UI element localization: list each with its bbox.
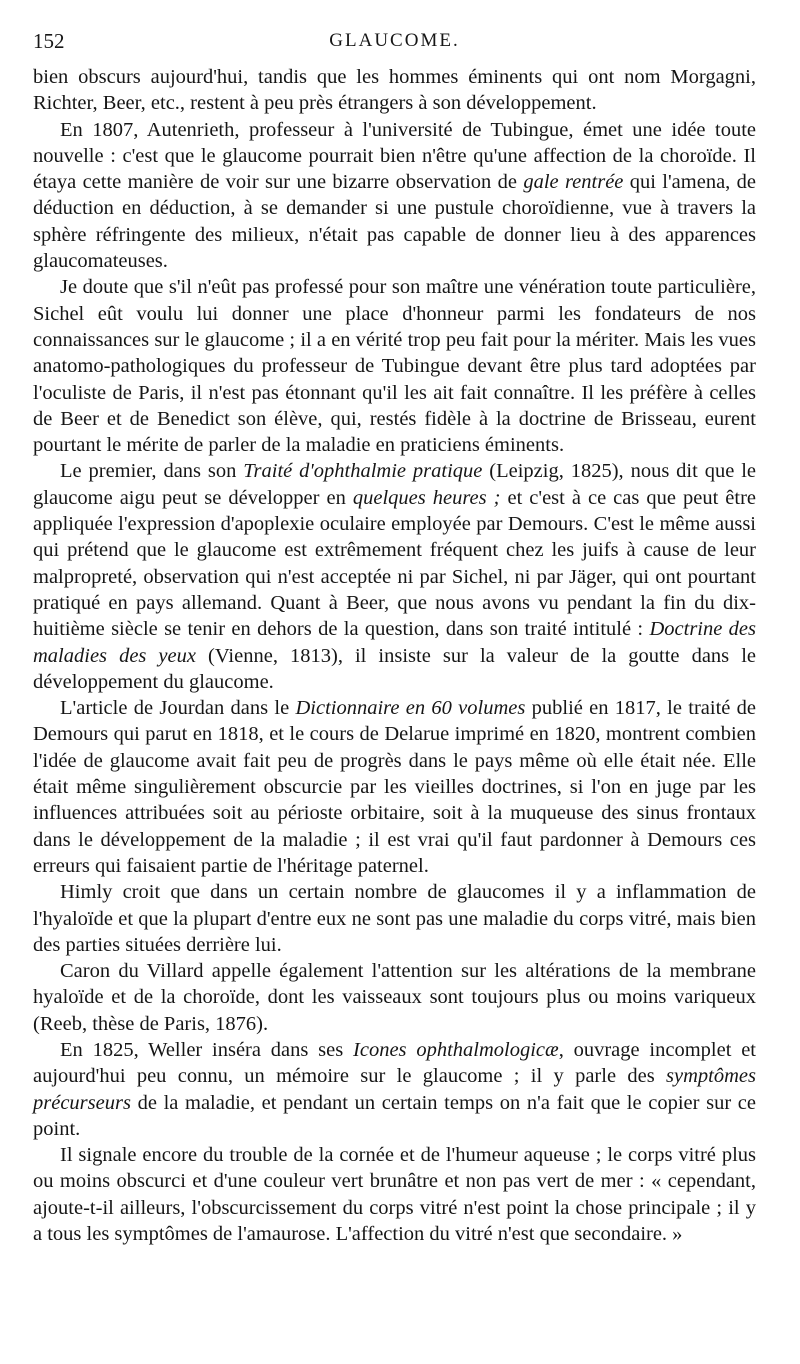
italic-text: symptômes précurseurs (33, 1065, 756, 1114)
italic-text: Traité d'ophthalmie pratique (243, 460, 483, 483)
text-run: et c'est à ce cas que peut être appliquée l'expression d'apoplexie oculaire employée par Demours. C'est le même aussi qui prétend que le glaucome est extrêmement fréquent chez les juifs à cause de leur malpropreté, observation qui n'est acceptée ni par Sichel, ni par Jäger, qui ont pourtant pratiqué en pays allemand. Quant à Beer, que nous avons vu pendant la fin du dix-huitième siècle se tenir en dehors de la question, dans son traité intitulé : (33, 486, 756, 641)
running-head (33, 28, 756, 54)
paragraph (33, 64, 756, 117)
paragraph (33, 1037, 756, 1142)
paragraph (33, 458, 756, 695)
text-run: de la maladie, et pendant un certain temps on n'a fait que le copier sur ce point. (33, 1091, 756, 1140)
page-number: 152 (33, 29, 65, 53)
italic-text: Icones ophthalmologicæ (353, 1038, 559, 1061)
paragraph (33, 1142, 756, 1247)
text-run: (Leipzig, 1825), nous dit que le glaucome aigu peut se développer en (33, 460, 756, 509)
paragraph (33, 274, 756, 458)
italic-text: Dictionnaire en 60 volumes (295, 697, 526, 720)
text-run: qui l'amena, de déduction en déduction, à se demander si une pustule choroïdienne, vue à travers la sphère réfringente des milieux, n'était pas capable de donner lieu à des apparences glaucomateuses. (33, 171, 756, 273)
text-run: bien obscurs aujourd'hui, tandis que les hommes éminents qui ont nom Morgagni, Richter, Beer, etc., restent à peu près étrangers à son développement. (33, 66, 756, 115)
text-run: En 1807, Autenrieth, professeur à l'université de Tubingue, émet une idée toute nouvelle : c'est que le glaucome pourrait bien n'être qu'une affection de la choroïde. Il étaya cette manière de voir sur une bizarre observation de (33, 118, 756, 194)
text-run: Il signale encore du trouble de la cornée et de l'humeur aqueuse ; le corps vitré plus ou moins obscurci et d'une couleur vert brunâtre et non pas vert de mer : « cependant, ajoute-t-il ailleurs, l'obscurcissement du corps vitré n'est point la chose principale ; il y a tous les symptômes de l'amaurose. L'affection du vitré n'est que secondaire. » (33, 1144, 756, 1246)
paragraph (33, 879, 756, 958)
text-run: Himly croit que dans un certain nombre de glaucomes il y a inflammation de l'hyaloïde et que la plupart d'entre eux ne sont pas une maladie du corps vitré, mais bien des parties situées derrière lui. (33, 881, 756, 956)
italic-text: quelques heures ; (352, 486, 501, 509)
text-run: (Vienne, 1813), il insiste sur la valeur de la goutte dans le développement du glaucome. (33, 644, 756, 693)
paragraph (33, 117, 756, 275)
body-text (33, 64, 756, 1247)
text-run: Caron du Villard appelle également l'attention sur les altérations de la membrane hyaloïde et de la choroïde, dont les vaisseaux sont toujours plus ou moins variqueux (Reeb, thèse de Paris, 1876). (33, 960, 756, 1035)
paragraph (33, 958, 756, 1037)
text-run: , ouvrage incomplet et aujourd'hui peu connu, un mémoire sur le glaucome ; il y parle des (33, 1038, 756, 1088)
text-run: Le premier, dans son (60, 460, 244, 483)
text-run: En 1825, Weller inséra dans ses (60, 1038, 354, 1061)
italic-text: Doctrine des maladies des yeux (33, 618, 757, 667)
text-run: L'article de Jourdan dans le (60, 697, 296, 720)
text-run: publié en 1817, le traité de Demours qui parut en 1818, et le cours de Delarue imprimé en 1820, montrent combien l'idée de glaucome avait fait peu de progrès dans le pays même où elle était née. Elle était même singulièrement obscurcie par les vieilles doctrines, si l'on en juge par les influences attribuées soit au périoste orbitaire, soit à la muqueuse des sinus frontaux dans le développement de la maladie ; il est vrai qu'il faut pardonner à Demours ces erreurs qui faisaient partie de l'héritage paternel. (33, 697, 756, 877)
italic-text: gale rentrée (523, 171, 624, 194)
paragraph (33, 695, 756, 879)
text-run: Je doute que s'il n'eût pas professé pour son maître une vénération toute particulière, Sichel eût voulu lui donner une place d'honneur parmi les fondateurs de nos connaissances sur le glaucome ; il a en vérité trop peu fait pour la mériter. Mais les vues anatomo-pathologiques du professeur de Tubingue devant être plus tard adoptées par l'oculiste de Paris, il n'est pas étonnant qu'il les ait fait connaître. Il les préfère à celles de Beer et de Benedict son élève, qui, restés fidèle à la doctrine de Brisseau, eurent pourtant le mérite de parler de la maladie en praticiens éminents. (33, 276, 756, 457)
running-title: GLAUCOME. (329, 30, 460, 51)
